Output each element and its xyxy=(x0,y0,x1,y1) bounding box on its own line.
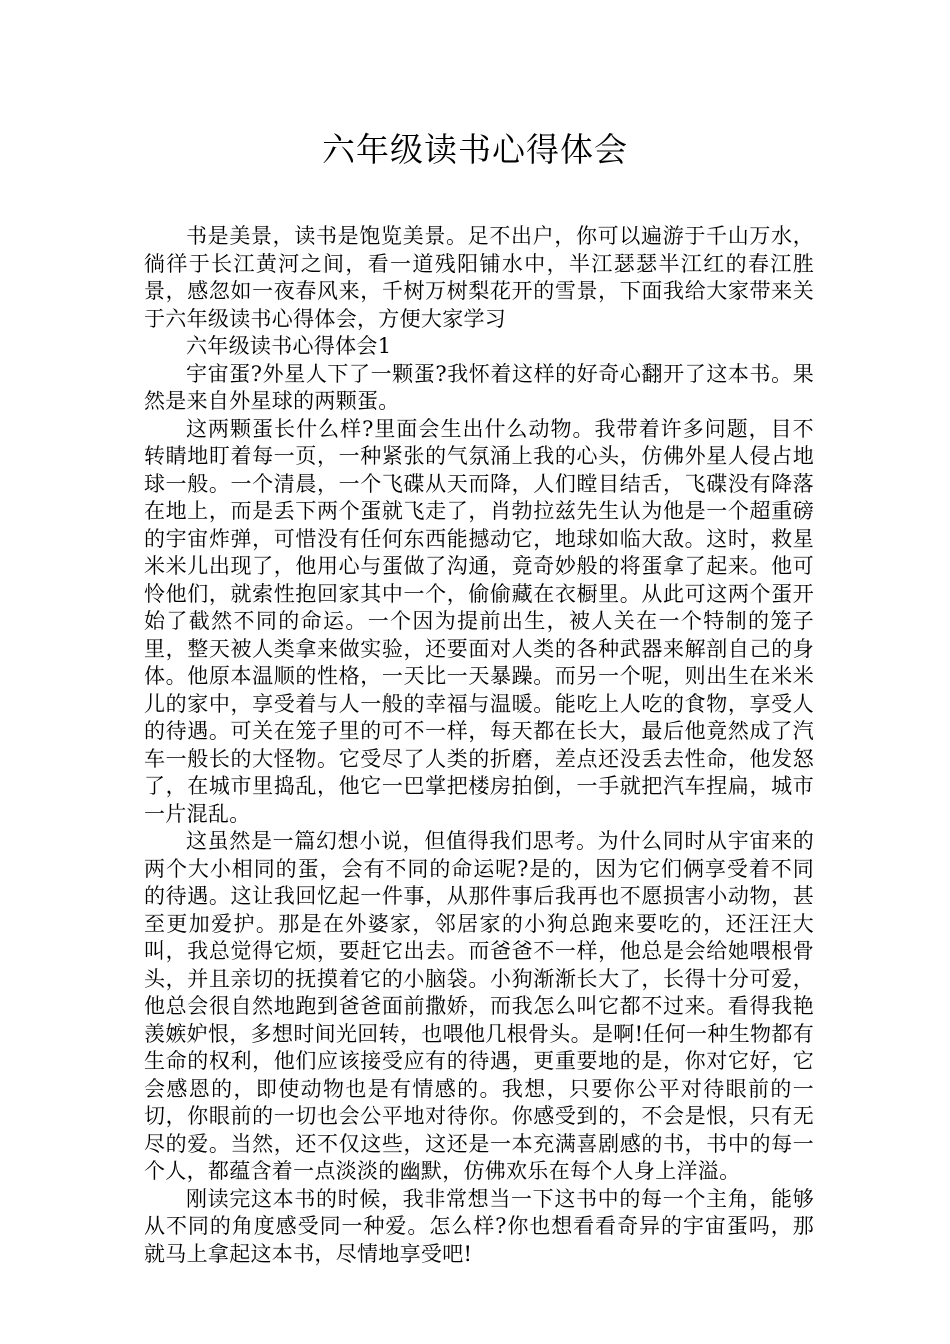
body-paragraph: 宇宙蛋?外星人下了一颗蛋?我怀着这样的好奇心翻开了这本书。果然是来自外星球的两颗蛋。 xyxy=(144,361,814,413)
document-body xyxy=(144,223,814,1268)
body-paragraph: 刚读完这本书的时候，我非常想当一下这书中的每一个主角，能够从不同的角度感受同一种爱。怎么样?你也想看看奇异的宇宙蛋吗，那就马上拿起这本书，尽情地享受吧! xyxy=(144,1186,814,1266)
intro-paragraph: 书是美景，读书是饱览美景。足不出户，你可以遍游于千山万水，徜徉于长江黄河之间，看一道残阳铺水中，半江瑟瑟半江红的春江胜景，感忽如一夜春风来，千树万树梨花开的雪景，下面我给大家带来关于六年级读书心得体会，方便大家学习 xyxy=(144,224,814,331)
body-paragraph: 这两颗蛋长什么样?里面会生出什么动物。我带着许多问题，目不转睛地盯着每一页，一种紧张的气氛涌上我的心头，仿佛外星人侵占地球一般。一个清晨，一个飞碟从天而降，人们瞠目结舌，飞碟没有降落在地上，而是丢下两个蛋就飞走了，肖勃拉兹先生认为他是一个超重磅的宇宙炸弹，可惜没有任何东西能撼动它，地球如临大敌。这时，救星米米儿出现了，他用心与蛋做了沟通，竟奇妙般的将蛋拿了起来。他可怜他们，就索性抱回家其中一个，偷偷藏在衣橱里。从此可这两个蛋开始了截然不同的命运。一个因为提前出生，被人关在一个特制的笼子里，整天被人类拿来做实验，还要面对人类的各种武器来解剖自己的身体。他原本温顺的性格，一天比一天暴躁。而另一个呢，则出生在米米儿的家中，享受着与人一般的幸福与温暖。能吃上人吃的食物，享受人的待遇。可关在笼子里的可不一样，每天都在长大，最后他竟然成了汽车一般长的大怪物。它受尽了人类的折磨，差点还没丢去性命，他发怒了，在城市里捣乱，他它一巴掌把楼房拍倒，一手就把汽车捏扁，城市一片混乱。 xyxy=(144,416,814,826)
body-paragraph: 这虽然是一篇幻想小说，但值得我们思考。为什么同时从宇宙来的两个大小相同的蛋，会有不同的命运呢?是的，因为它们俩享受着不同的待遇。这让我回忆起一件事，从那件事后我再也不愿损害小动物，甚至更加爱护。那是在外婆家，邻居家的小狗总跑来要吃的，还汪汪大叫，我总觉得它烦，要赶它出去。而爸爸不一样，他总是会给她喂根骨头，并且亲切的抚摸着它的小脑袋。小狗渐渐长大了，长得十分可爱，他总会很自然地跑到爸爸面前撒娇，而我怎么叫它都不过来。看得我艳羡嫉妒恨，多想时间光回转，也喂他几根骨头。是啊!任何一种生物都有生命的权利，他们应该接受应有的待遇，更重要地的是，你对它好，它会感恩的，即使动物也是有情感的。我想，只要你公平对待眼前的一切，你眼前的一切也会公平地对待你。你感受到的，不会是恨，只有无尽的爱。当然，还不仅这些，这还是一本充满喜剧感的书，书中的每一个人，都蕴含着一点淡淡的幽默，仿佛欢乐在每个人身上洋溢。 xyxy=(144,829,814,1183)
section-heading: 六年级读书心得体会1 xyxy=(186,334,392,358)
document-title: 六年级读书心得体会 xyxy=(322,130,628,169)
